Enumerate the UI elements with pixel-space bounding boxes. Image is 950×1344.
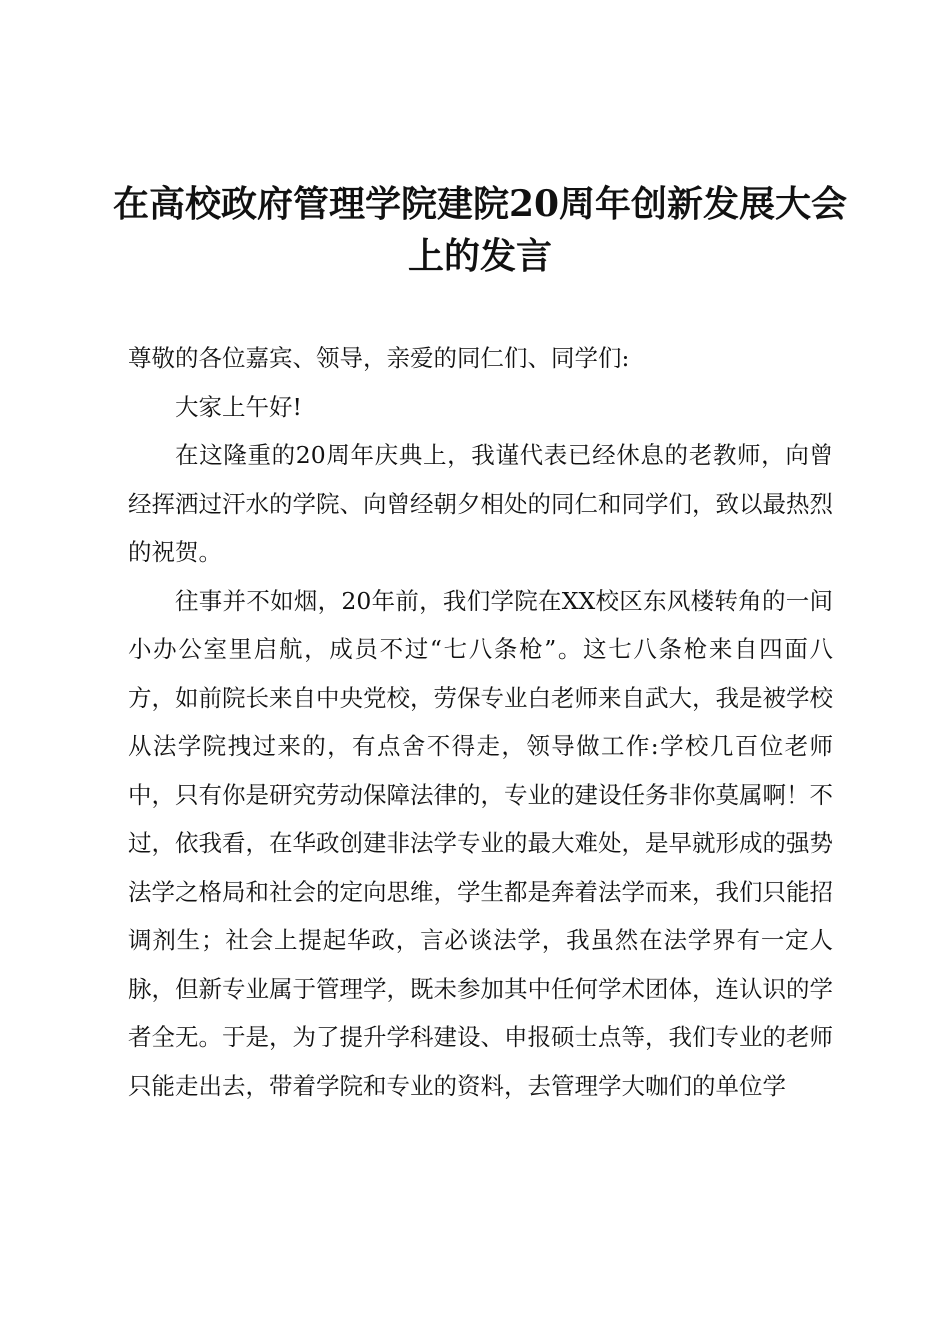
paragraph-greeting: 大家上午好! — [175, 392, 302, 421]
paragraph-congratulations: 在这隆重的20周年庆典上，我谨代表已经休息的老教师，向曾经挥洒过汗水的学院、向曾经朝夕相处的同仁和同学们，致以最热烈的祝贺。 — [128, 441, 833, 566]
document-body — [128, 334, 833, 1110]
paragraph-history: 往事并不如烟，20年前，我们学院在XX校区东风楼转角的一间小办公室里启航，成员不过“七八条枪”。这七八条枪来自四面八方，如前院长来自中央党校，劳保专业白老师来自武大，我是被学校从法学院拽过来的，有点舍不得走，领导做工作:学校几百位老师中，只有你是研究劳动保障法律的，专业的建设任务非你莫属啊！不过，依我看，在华政创建非法学专业的最大难处，是早就形成的强势法学之格局和社会的定向思维，学生都是奔着法学而来，我们只能招调剂生；社会上提起华政，言必谈法学，我虽然在法学界有一定人脉，但新专业属于管理学，既未参加其中任何学术团体，连认识的学者全无。于是，为了提升学科建设、申报硕士点等，我们专业的老师只能走出去，带着学院和专业的资料，去管理学大咖们的单位学 — [128, 586, 833, 1100]
salutation: 尊敬的各位嘉宾、领导，亲爱的同仁们、同学们: — [128, 344, 630, 372]
document-title: 在高校政府管理学院建院20周年创新发展大会上的发言 — [112, 183, 848, 277]
